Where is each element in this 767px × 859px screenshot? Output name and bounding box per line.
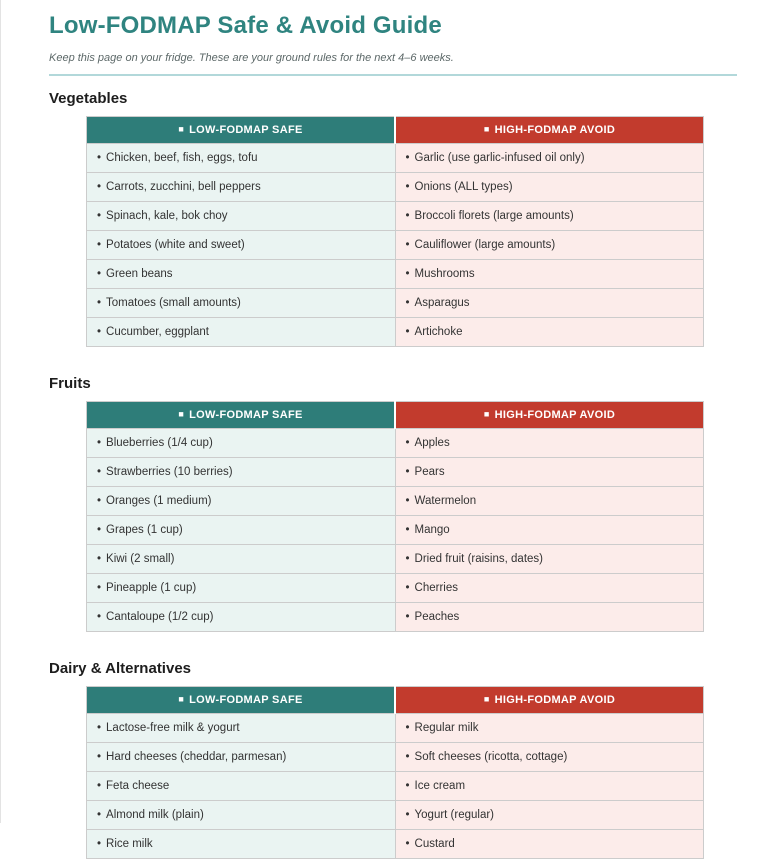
bullet-icon: • <box>97 751 102 763</box>
table-row <box>87 714 704 743</box>
bullet-icon: • <box>405 495 410 507</box>
food-item-text: Hard cheeses (cheddar, parmesan) <box>106 751 287 763</box>
food-cell-safe <box>87 801 396 830</box>
food-cell-avoid <box>395 289 704 318</box>
bullet-icon: • <box>97 524 102 536</box>
page-subtitle: Keep this page on your fridge. These are your ground rules for the next 4–6 weeks. <box>49 52 454 64</box>
food-item-text: Green beans <box>106 268 173 280</box>
food-cell-avoid <box>395 801 704 830</box>
food-item-text: Feta cheese <box>106 780 170 792</box>
page <box>1 0 767 859</box>
table-row <box>87 772 704 801</box>
column-header-avoid <box>395 687 704 714</box>
square-marker-icon: ■ <box>483 124 490 134</box>
bullet-icon: • <box>97 838 102 850</box>
food-item-text: Chicken, beef, fish, eggs, tofu <box>106 152 258 164</box>
bullet-icon: • <box>405 780 410 792</box>
header-row <box>87 402 704 429</box>
column-header-safe <box>87 402 396 429</box>
table-row <box>87 144 704 173</box>
food-cell-safe <box>87 743 396 772</box>
food-cell-avoid <box>395 458 704 487</box>
column-header-safe <box>87 117 396 144</box>
food-cell-avoid <box>395 743 704 772</box>
section-dairy-alternatives <box>49 660 737 859</box>
column-header-label: HIGH-FODMAP AVOID <box>494 694 616 706</box>
bullet-icon: • <box>405 268 410 280</box>
bullet-icon: • <box>97 582 102 594</box>
food-cell-avoid <box>395 318 704 347</box>
food-item-text: Garlic (use garlic-infused oil only) <box>414 152 585 164</box>
food-item-text: Pears <box>414 466 445 478</box>
bullet-icon: • <box>97 181 102 193</box>
food-cell-safe <box>87 289 396 318</box>
sections-container <box>49 90 737 859</box>
square-marker-icon: ■ <box>483 409 490 419</box>
table-row <box>87 260 704 289</box>
food-item-text: Broccoli florets (large amounts) <box>414 210 574 222</box>
food-cell-avoid <box>395 260 704 289</box>
food-item-text: Potatoes (white and sweet) <box>106 239 245 251</box>
bullet-icon: • <box>405 582 410 594</box>
food-item-text: Cantaloupe (1/2 cup) <box>106 611 214 623</box>
square-marker-icon: ■ <box>178 409 185 419</box>
food-cell-avoid <box>395 574 704 603</box>
food-table <box>86 686 704 859</box>
page-title: Low-FODMAP Safe & Avoid Guide <box>49 12 442 39</box>
bullet-icon: • <box>405 181 410 193</box>
bullet-icon: • <box>405 838 410 850</box>
bullet-icon: • <box>97 326 102 338</box>
food-item-text: Onions (ALL types) <box>414 181 513 193</box>
food-cell-safe <box>87 574 396 603</box>
bullet-icon: • <box>405 297 410 309</box>
square-marker-icon: ■ <box>178 694 185 704</box>
food-cell-avoid <box>395 487 704 516</box>
section-heading: Vegetables <box>49 90 128 107</box>
column-header-safe <box>87 687 396 714</box>
food-item-text: Dried fruit (raisins, dates) <box>414 553 543 565</box>
table-row <box>87 574 704 603</box>
food-cell-avoid <box>395 144 704 173</box>
food-cell-avoid <box>395 231 704 260</box>
header-row <box>87 117 704 144</box>
food-item-text: Spinach, kale, bok choy <box>106 210 228 222</box>
bullet-icon: • <box>97 268 102 280</box>
header-row <box>87 687 704 714</box>
table-row <box>87 830 704 859</box>
bullet-icon: • <box>97 437 102 449</box>
bullet-icon: • <box>405 611 410 623</box>
table-row <box>87 516 704 545</box>
bullet-icon: • <box>405 751 410 763</box>
food-cell-avoid <box>395 429 704 458</box>
column-header-label: HIGH-FODMAP AVOID <box>494 409 616 421</box>
food-cell-safe <box>87 830 396 859</box>
bullet-icon: • <box>405 524 410 536</box>
food-cell-safe <box>87 487 396 516</box>
divider-rule <box>49 74 737 76</box>
food-item-text: Tomatoes (small amounts) <box>106 297 241 309</box>
bullet-icon: • <box>97 466 102 478</box>
food-cell-safe <box>87 458 396 487</box>
food-cell-safe <box>87 429 396 458</box>
table-row <box>87 458 704 487</box>
food-item-text: Asparagus <box>414 297 470 309</box>
food-table <box>86 401 704 632</box>
column-header-label: LOW-FODMAP SAFE <box>189 409 303 421</box>
food-item-text: Oranges (1 medium) <box>106 495 212 507</box>
bullet-icon: • <box>405 809 410 821</box>
food-item-text: Cauliflower (large amounts) <box>414 239 556 251</box>
food-item-text: Cherries <box>414 582 458 594</box>
food-cell-avoid <box>395 545 704 574</box>
table-row <box>87 173 704 202</box>
bullet-icon: • <box>97 780 102 792</box>
column-header-label: LOW-FODMAP SAFE <box>189 124 303 136</box>
bullet-icon: • <box>97 152 102 164</box>
food-item-text: Grapes (1 cup) <box>106 524 183 536</box>
table-row <box>87 487 704 516</box>
bullet-icon: • <box>405 152 410 164</box>
section-fruits <box>49 375 737 632</box>
food-item-text: Kiwi (2 small) <box>106 553 175 565</box>
table-row <box>87 801 704 830</box>
food-item-text: Mango <box>414 524 450 536</box>
table-row <box>87 318 704 347</box>
food-item-text: Regular milk <box>414 722 479 734</box>
food-cell-safe <box>87 173 396 202</box>
food-cell-safe <box>87 318 396 347</box>
food-item-text: Mushrooms <box>414 268 475 280</box>
food-item-text: Peaches <box>414 611 460 623</box>
table-row <box>87 429 704 458</box>
table-row <box>87 603 704 632</box>
bullet-icon: • <box>97 239 102 251</box>
food-cell-avoid <box>395 603 704 632</box>
bullet-icon: • <box>97 495 102 507</box>
square-marker-icon: ■ <box>483 694 490 704</box>
food-item-text: Carrots, zucchini, bell peppers <box>106 181 261 193</box>
bullet-icon: • <box>97 722 102 734</box>
food-cell-safe <box>87 545 396 574</box>
column-header-label: LOW-FODMAP SAFE <box>189 694 303 706</box>
food-cell-safe <box>87 603 396 632</box>
food-item-text: Soft cheeses (ricotta, cottage) <box>414 751 568 763</box>
section-heading: Fruits <box>49 375 91 392</box>
section-vegetables <box>49 90 737 347</box>
bullet-icon: • <box>97 809 102 821</box>
column-header-avoid <box>395 402 704 429</box>
food-item-text: Watermelon <box>414 495 477 507</box>
square-marker-icon: ■ <box>178 124 185 134</box>
food-item-text: Apples <box>414 437 450 449</box>
bullet-icon: • <box>405 553 410 565</box>
table-row <box>87 289 704 318</box>
bullet-icon: • <box>97 297 102 309</box>
food-cell-safe <box>87 202 396 231</box>
food-item-text: Strawberries (10 berries) <box>106 466 233 478</box>
food-cell-avoid <box>395 830 704 859</box>
section-heading: Dairy & Alternatives <box>49 660 192 677</box>
table-row <box>87 231 704 260</box>
food-cell-safe <box>87 516 396 545</box>
food-item-text: Almond milk (plain) <box>106 809 204 821</box>
bullet-icon: • <box>405 722 410 734</box>
food-cell-safe <box>87 144 396 173</box>
food-cell-avoid <box>395 714 704 743</box>
food-item-text: Blueberries (1/4 cup) <box>106 437 213 449</box>
food-item-text: Yogurt (regular) <box>414 809 495 821</box>
table-row <box>87 743 704 772</box>
column-header-label: HIGH-FODMAP AVOID <box>494 124 616 136</box>
food-item-text: Pineapple (1 cup) <box>106 582 197 594</box>
table-row <box>87 545 704 574</box>
bullet-icon: • <box>405 466 410 478</box>
food-cell-avoid <box>395 202 704 231</box>
column-header-avoid <box>395 117 704 144</box>
bullet-icon: • <box>405 326 410 338</box>
food-cell-safe <box>87 772 396 801</box>
food-cell-avoid <box>395 516 704 545</box>
bullet-icon: • <box>405 210 410 222</box>
food-cell-safe <box>87 231 396 260</box>
food-cell-avoid <box>395 772 704 801</box>
bullet-icon: • <box>97 611 102 623</box>
bullet-icon: • <box>405 437 410 449</box>
food-item-text: Artichoke <box>414 326 463 338</box>
food-item-text: Cucumber, eggplant <box>106 326 209 338</box>
bullet-icon: • <box>97 553 102 565</box>
food-cell-safe <box>87 714 396 743</box>
bullet-icon: • <box>405 239 410 251</box>
food-item-text: Ice cream <box>414 780 466 792</box>
bullet-icon: • <box>97 210 102 222</box>
food-item-text: Custard <box>414 838 455 850</box>
food-cell-safe <box>87 260 396 289</box>
food-cell-avoid <box>395 173 704 202</box>
food-item-text: Rice milk <box>106 838 153 850</box>
food-table <box>86 116 704 347</box>
food-item-text: Lactose-free milk & yogurt <box>106 722 240 734</box>
table-row <box>87 202 704 231</box>
